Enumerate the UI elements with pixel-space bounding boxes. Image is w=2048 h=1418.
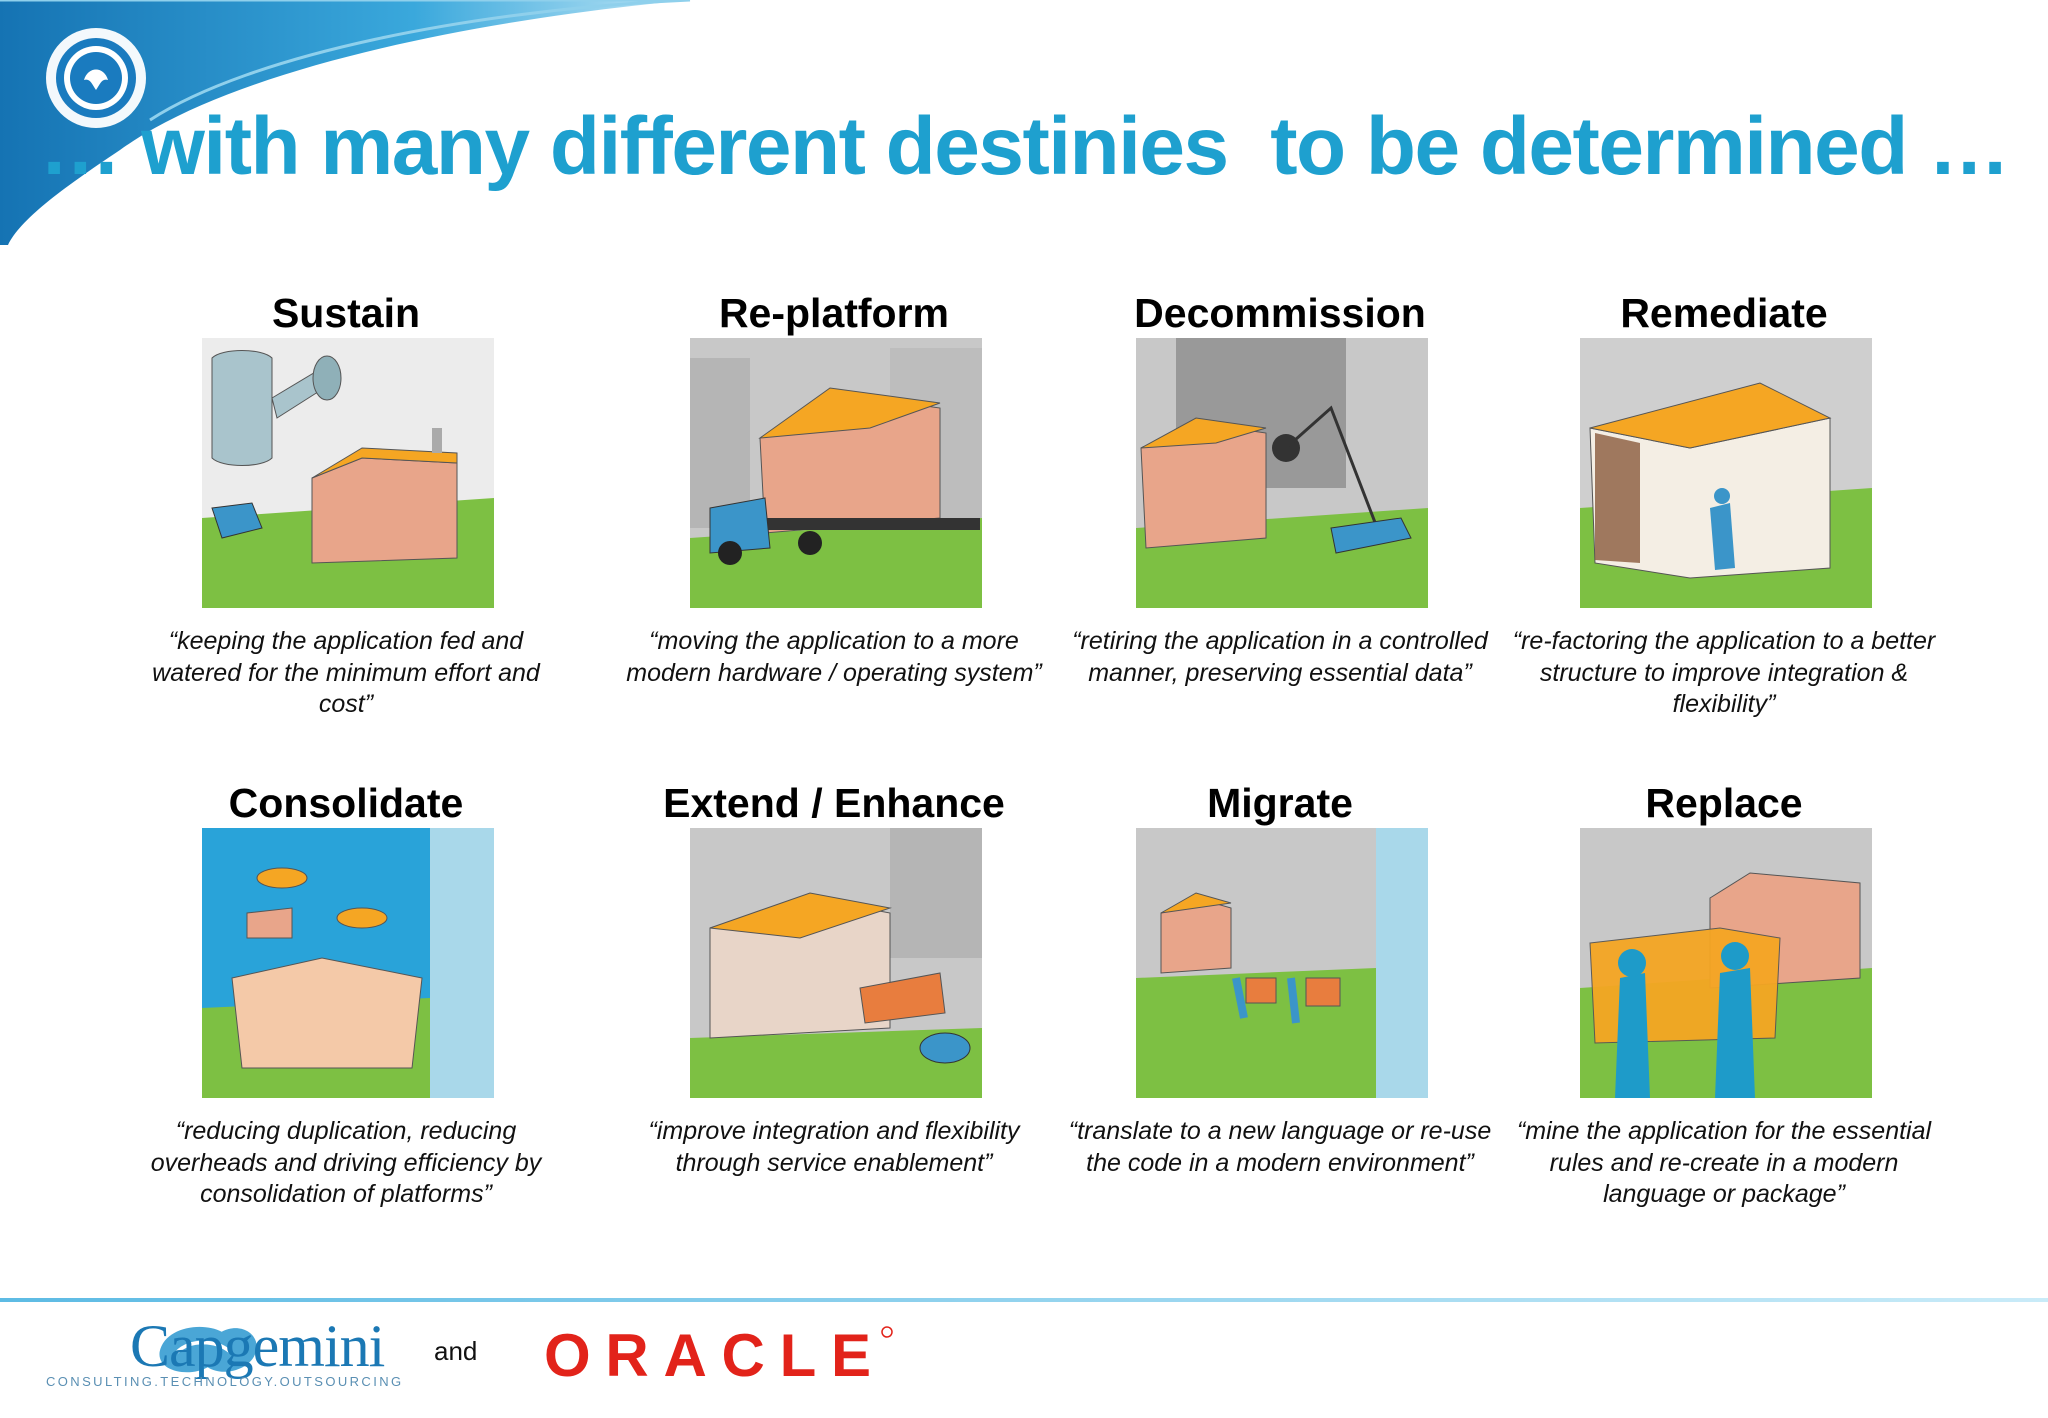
panel-title: Extend / Enhance (663, 780, 1005, 826)
panel-title: Decommission (1134, 290, 1426, 336)
watering-can-house-illustration (202, 338, 494, 608)
panel-caption: “keeping the application fed and watered for the minimum effort and cost” (152, 627, 540, 718)
wrecking-ball-house-illustration (1136, 338, 1428, 608)
moving-furniture-illustration (1136, 828, 1428, 1098)
panel-caption: “improve integration and flexibility through service enablement” (648, 1117, 1020, 1177)
house-extension-illustration (690, 828, 982, 1098)
painting-house-illustration (1580, 338, 1872, 608)
helicopters-houses-illustration (202, 828, 494, 1098)
panel-title: Sustain (271, 290, 421, 336)
and-text: and (434, 1336, 478, 1366)
panel-title: Re-platform (718, 290, 950, 336)
panel-caption: “re-factoring the application to a better structure to improve integration & flexibility” (1512, 627, 1936, 718)
capgemini-tagline: CONSULTING.TECHNOLOGY.OUTSOURCING (46, 1374, 404, 1389)
panel-title: Migrate (1207, 780, 1353, 826)
panel-title: Remediate (1620, 290, 1828, 336)
reading-blueprint-illustration (1580, 828, 1872, 1098)
panel-caption: “mine the application for the essential rules and re-create in a modern language or package” (1516, 1117, 1932, 1208)
footer-divider (0, 1298, 2048, 1302)
oracle-wordmark: ORACLE (544, 1322, 874, 1389)
panel-caption: “translate to a new language or re-use the code in a modern environment” (1068, 1117, 1492, 1177)
capgemini-wordmark: Capgemini (130, 1313, 385, 1379)
panel-caption: “moving the application to a more modern hardware / operating system” (626, 627, 1042, 687)
panel-title: Replace (1645, 780, 1803, 826)
panel-caption: “retiring the application in a controlled manner, preserving essential data” (1072, 627, 1488, 687)
slide-title: … with many different destinies to be determined … (39, 101, 2009, 192)
panel-caption: “reducing duplication, reducing overheads and driving efficiency by consolidation of platforms” (150, 1117, 542, 1208)
house-on-truck-illustration (690, 338, 982, 608)
oracle-logo (544, 1320, 904, 1390)
panel-title: Consolidate (228, 780, 464, 826)
